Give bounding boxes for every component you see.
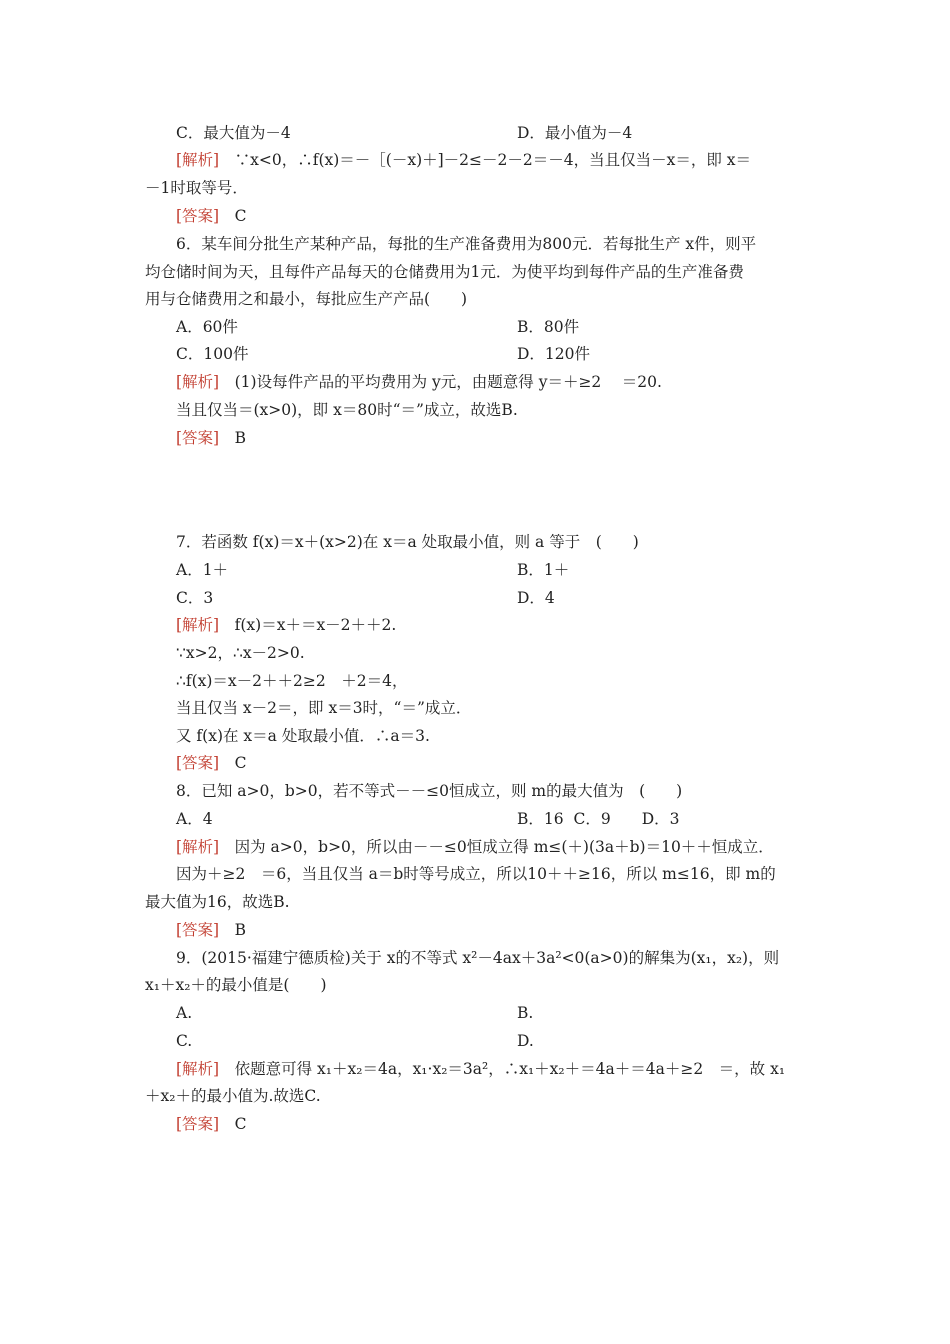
analysis-text: f(x)＝x＋＝x－2＋＋2.	[234, 616, 397, 634]
q5-analysis	[176, 149, 751, 171]
q5-option-c: C．最大值为－4	[176, 124, 291, 142]
q6-option-a: A．60件	[176, 318, 238, 336]
q8-stem: 8．已知 a>0，b>0，若不等式－－≤0恒成立，则 m的最大值为 ( )	[176, 782, 683, 800]
q7-option-b: B．1＋	[517, 561, 570, 579]
q7-option-c: C．3	[176, 589, 214, 607]
q9-answer	[176, 1113, 247, 1135]
q9-analysis	[176, 1058, 785, 1080]
analysis-tag: [解析]	[176, 373, 220, 391]
q8-analysis	[176, 836, 774, 858]
analysis-tag: [解析]	[176, 151, 220, 169]
analysis-tag: [解析]	[176, 1060, 220, 1078]
q7-option-a: A．1＋	[176, 561, 229, 579]
q6-stem-2: 均仓储时间为天，且每件产品每天的仓储费用为1元．为使平均到每件产品的生产准备费	[145, 263, 744, 281]
analysis-text: 依题意可得 x₁＋x₂＝4a，x₁·x₂＝3a²，∴x₁＋x₂＋＝4a＋＝4a＋≥2 ＝，故 x₁	[234, 1060, 786, 1078]
q9-option-c: C.	[176, 1032, 193, 1050]
q7-analysis-3: ∴f(x)＝x－2＋＋2≥2 ＋2＝4，	[176, 672, 408, 690]
q5-option-d: D．最小值为－4	[517, 124, 633, 142]
answer-tag: [答案]	[176, 207, 220, 225]
q6-option-b: B．80件	[517, 318, 580, 336]
q6-analysis-cont: 当且仅当＝(x>0)，即 x＝80时“＝”成立，故选B.	[176, 401, 518, 419]
q9-option-d: D.	[517, 1032, 534, 1050]
q8-option-a: A．4	[176, 810, 213, 828]
q7-stem: 7．若函数 f(x)＝x＋(x>2)在 x＝a 处取最小值，则 a 等于 ( )	[176, 533, 639, 551]
q5-answer	[176, 205, 247, 227]
answer-value: B	[234, 429, 247, 447]
q9-analysis-2: ＋x₂＋的最小值为.故选C.	[145, 1087, 321, 1105]
q7-analysis-2: ∵x>2，∴x－2>0.	[176, 644, 305, 662]
analysis-text: ∵x<0，∴f(x)＝－［(－x)＋]－2≤－2－2＝－4，当且仅当－x＝，即 x＝	[234, 151, 752, 169]
q7-option-d: D．4	[517, 589, 555, 607]
q8-answer	[176, 919, 246, 941]
q7-analysis-4: 当且仅当 x－2＝，即 x＝3时，“＝”成立．	[176, 699, 472, 717]
q6-option-c: C．100件	[176, 345, 249, 363]
q7-answer	[176, 752, 247, 774]
q7-analysis-5: 又 f(x)在 x＝a 处取最小值．∴a＝3.	[176, 727, 430, 745]
answer-tag: [答案]	[176, 754, 220, 772]
q8-options-bcd: B．16 C．9 D．3	[517, 810, 680, 828]
q8-analysis-2: 因为＋≥2 ＝6，当且仅当 a＝b时等号成立，所以10＋＋≥16，所以 m≤16，即 m的	[176, 865, 776, 883]
q9-option-a: A.	[176, 1004, 193, 1022]
q6-stem-3: 用与仓储费用之和最小，每批应生产产品( )	[145, 290, 468, 308]
analysis-text: (1)设每件产品的平均费用为 y元，由题意得 y＝＋≥2 ＝20.	[234, 373, 662, 391]
analysis-tag: [解析]	[176, 838, 220, 856]
q7-analysis	[176, 614, 396, 636]
answer-tag: [答案]	[176, 921, 220, 939]
answer-value: C	[234, 207, 247, 225]
q6-stem-1: 6．某车间分批生产某种产品，每批的生产准备费用为800元．若每批生产 x件，则平	[176, 235, 757, 253]
answer-value: C	[234, 754, 247, 772]
q9-stem-1: 9．(2015·福建宁德质检)关于 x的不等式 x²－4ax＋3a²<0(a>0)的解集为(x₁，x₂)，则	[176, 949, 780, 967]
q8-analysis-3: 最大值为16，故选B.	[145, 893, 290, 911]
answer-tag: [答案]	[176, 1115, 220, 1133]
q6-answer	[176, 427, 246, 449]
q6-option-d: D．120件	[517, 345, 591, 363]
answer-value: C	[234, 1115, 247, 1133]
analysis-tag: [解析]	[176, 616, 220, 634]
q6-analysis	[176, 371, 662, 393]
analysis-text: 因为 a>0，b>0，所以由－－≤0恒成立得 m≤(＋)(3a＋b)＝10＋＋恒成立．	[234, 838, 774, 856]
q9-option-b: B.	[517, 1004, 534, 1022]
q5-analysis-cont: －1时取等号．	[145, 179, 248, 197]
answer-value: B	[234, 921, 247, 939]
q9-stem-2: x₁＋x₂＋的最小值是( )	[145, 976, 327, 994]
answer-tag: [答案]	[176, 429, 220, 447]
